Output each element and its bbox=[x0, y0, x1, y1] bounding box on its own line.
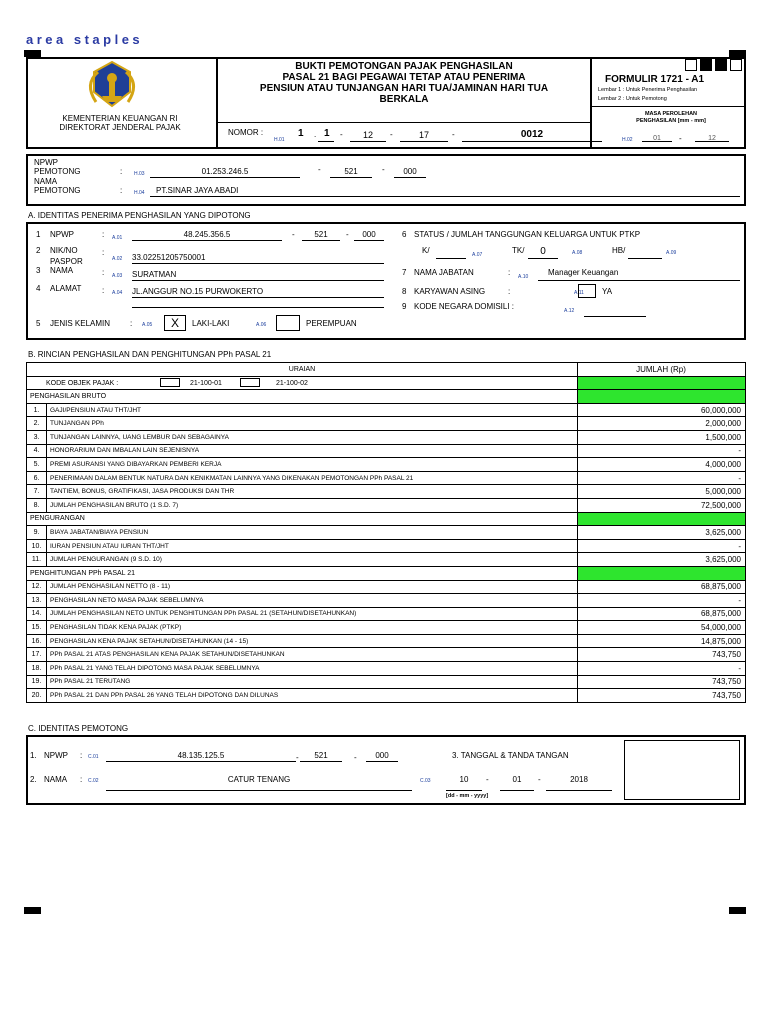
penerima-npwp-3: 000 bbox=[362, 230, 376, 239]
row-number: 16. bbox=[27, 634, 47, 648]
lembar-1: Lembar 1 : Untuk Penerima Penghasilan bbox=[598, 87, 698, 93]
masa-from: 01 bbox=[653, 135, 661, 142]
pemotong-c-npwp-3: 000 bbox=[375, 751, 389, 760]
row-number: 7. bbox=[27, 485, 47, 499]
table-row bbox=[27, 553, 746, 567]
row-description: IURAN PENSIUN ATAU IURAN THT/JHT bbox=[47, 539, 578, 553]
row-amount: 5,000,000 bbox=[578, 485, 746, 499]
table-row bbox=[27, 485, 746, 499]
section-c-title: C. IDENTITAS PEMOTONG bbox=[28, 724, 129, 733]
kode-1-checkbox[interactable] bbox=[160, 378, 180, 387]
row-description: PPh PASAL 21 TERUTANG bbox=[47, 675, 578, 689]
row-amount: 1,500,000 bbox=[578, 430, 746, 444]
kode-2: 21-100-02 bbox=[276, 379, 308, 387]
row-number: 2. bbox=[27, 417, 47, 431]
table-row bbox=[27, 471, 746, 485]
penerima-npwp-2: 521 bbox=[314, 230, 328, 239]
penerima-nama: SURATMAN bbox=[132, 270, 177, 279]
row-description: BIAYA JABATAN/BIAYA PENSIUN bbox=[47, 526, 578, 540]
row-description: HONORARIUM DAN IMBALAN LAIN SEJENISNYA bbox=[47, 444, 578, 458]
table-row bbox=[27, 689, 746, 703]
row-amount: 4,000,000 bbox=[578, 458, 746, 472]
row-description: JUMLAH PENGURANGAN (9 S.D. 10) bbox=[47, 553, 578, 567]
watermark-text: area staples bbox=[26, 32, 144, 47]
row-description: TUNJANGAN LAINNYA, UANG LEMBUR DAN SEBAGAINYA bbox=[47, 430, 578, 444]
nomor-part-3: 12 bbox=[362, 130, 373, 140]
row-amount: 68,875,000 bbox=[578, 607, 746, 621]
kode-2-checkbox[interactable] bbox=[240, 378, 260, 387]
row-amount: 54,000,000 bbox=[578, 621, 746, 635]
table-row bbox=[27, 594, 746, 608]
nomor-part-4: 17 bbox=[418, 130, 429, 140]
row-amount: 60,000,000 bbox=[578, 403, 746, 417]
table-row bbox=[27, 417, 746, 431]
nomor-part-5: 0012 bbox=[520, 129, 544, 140]
group-title: PENGHASILAN BRUTO bbox=[27, 390, 578, 404]
group-header-row bbox=[27, 390, 746, 404]
table-row bbox=[27, 580, 746, 594]
row-description: TANTIEM, BONUS, GRATIFIKASI, JASA PRODUKSI DAN THR bbox=[47, 485, 578, 499]
laki-laki-checkbox[interactable]: X bbox=[164, 315, 186, 331]
pemotong-nama: PT.SINAR JAYA ABADI bbox=[156, 186, 239, 195]
row-number: 1. bbox=[27, 403, 47, 417]
table-row bbox=[27, 444, 746, 458]
karyawan-asing-checkbox[interactable] bbox=[578, 284, 596, 298]
group-title: PENGHITUNGAN PPh PASAL 21 bbox=[27, 566, 578, 580]
row-amount: - bbox=[578, 594, 746, 608]
row-number: 11. bbox=[27, 553, 47, 567]
row-amount: 743,750 bbox=[578, 689, 746, 703]
tanggal-mm: 01 bbox=[512, 775, 522, 784]
row-description: PPh PASAL 21 ATAS PENGHASILAN KENA PAJAK SETAHUN/DISETAHUNKAN bbox=[47, 648, 578, 662]
table-row bbox=[27, 621, 746, 635]
tanggal-format: [dd - mm - yyyy] bbox=[446, 793, 489, 799]
row-description: JUMLAH PENGHASILAN BRUTO (1 S.D. 7) bbox=[47, 498, 578, 512]
corner-marker bbox=[729, 907, 746, 914]
row-amount: 2,000,000 bbox=[578, 417, 746, 431]
tanggal-dd: 10 bbox=[459, 775, 469, 784]
jumlah-header: JUMLAH (Rp) bbox=[578, 363, 746, 377]
table-row bbox=[27, 526, 746, 540]
table-header-row bbox=[27, 363, 746, 377]
row-description: JUMLAH PENGHASILAN NETTO (8 - 11) bbox=[47, 580, 578, 594]
row-number: 19. bbox=[27, 675, 47, 689]
penerima-nik: 33.02251205750001 bbox=[132, 253, 206, 262]
corner-marker bbox=[24, 50, 41, 57]
row-number: 18. bbox=[27, 662, 47, 676]
row-amount: - bbox=[578, 662, 746, 676]
table-row bbox=[27, 634, 746, 648]
kode-objek-row bbox=[27, 376, 746, 390]
penerima-npwp-1: 48.245.356.5 bbox=[183, 230, 231, 239]
pemotong-npwp-3: 000 bbox=[403, 167, 417, 176]
row-amount: 3,625,000 bbox=[578, 526, 746, 540]
row-amount: 72,500,000 bbox=[578, 498, 746, 512]
group-title: PENGURANGAN bbox=[27, 512, 578, 526]
penerima-alamat: JL.ANGGUR NO.15 PURWOKERTO bbox=[132, 287, 264, 296]
table-row bbox=[27, 662, 746, 676]
row-number: 6. bbox=[27, 471, 47, 485]
row-number: 13. bbox=[27, 594, 47, 608]
form-title: BUKTI PEMOTONGAN PAJAK PENGHASILAN PASAL 21 BAGI PEGAWAI TETAP ATAU PENERIMA PENSIUN ATAU TUNJANGAN HARI TUA/JAMINAN HARI TUA BERKALA bbox=[259, 61, 549, 105]
row-amount: 743,750 bbox=[578, 675, 746, 689]
kode-1: 21-100-01 bbox=[190, 379, 222, 387]
pemotong-box bbox=[26, 154, 746, 206]
table-row bbox=[27, 607, 746, 621]
kemenkeu-logo-icon bbox=[78, 58, 146, 110]
row-amount: - bbox=[578, 444, 746, 458]
row-description: PENGHASILAN TIDAK KENA PAJAK (PTKP) bbox=[47, 621, 578, 635]
row-number: 14. bbox=[27, 607, 47, 621]
row-description: TUNJANGAN PPh bbox=[47, 417, 578, 431]
pemotong-npwp-1: 01.253.246.5 bbox=[201, 167, 249, 176]
row-description: PREMI ASURANSI YANG DIBAYARKAN PEMBERI KERJA bbox=[47, 458, 578, 472]
nomor-label: NOMOR : bbox=[228, 128, 264, 137]
section-b-title: B. RINCIAN PENGHASILAN DAN PENGHITUNGAN PPh PASAL 21 bbox=[28, 350, 272, 359]
row-number: 4. bbox=[27, 444, 47, 458]
kode-objek-label: KODE OBJEK PAJAK : bbox=[46, 379, 119, 387]
row-number: 17. bbox=[27, 648, 47, 662]
row-amount: - bbox=[578, 471, 746, 485]
tk-value: 0 bbox=[540, 246, 546, 257]
row-number: 20. bbox=[27, 689, 47, 703]
table-row bbox=[27, 430, 746, 444]
row-number: 9. bbox=[27, 526, 47, 540]
row-amount: - bbox=[578, 539, 746, 553]
rincian-table bbox=[26, 362, 746, 703]
row-description: GAJI/PENSIUN ATAU THT/JHT bbox=[47, 403, 578, 417]
group-header-row bbox=[27, 566, 746, 580]
row-description: PPh PASAL 21 DAN PPh PASAL 26 YANG TELAH DIPOTONG DAN DILUNAS bbox=[47, 689, 578, 703]
row-description: PENGHASILAN KENA PAJAK SETAHUN/DISETAHUNKAN (14 - 15) bbox=[47, 634, 578, 648]
row-description: PPh PASAL 21 YANG TELAH DIPOTONG MASA PAJAK SEBELUMNYA bbox=[47, 662, 578, 676]
row-number: 5. bbox=[27, 458, 47, 472]
uraian-header: URAIAN bbox=[27, 363, 578, 377]
pemotong-c-npwp-1: 48.135.125.5 bbox=[177, 751, 225, 760]
group-header-row bbox=[27, 512, 746, 526]
pemotong-c-nama: CATUR TENANG bbox=[227, 775, 291, 784]
row-amount: 743,750 bbox=[578, 648, 746, 662]
row-amount: 14,875,000 bbox=[578, 634, 746, 648]
nomor-part-2: 1 bbox=[324, 128, 330, 139]
corner-marker bbox=[729, 50, 746, 57]
row-number: 3. bbox=[27, 430, 47, 444]
section-a-title: A. IDENTITAS PENERIMA PENGHASILAN YANG DIPOTONG bbox=[28, 211, 251, 220]
corner-marker bbox=[24, 907, 41, 914]
table-row bbox=[27, 403, 746, 417]
row-number: 8. bbox=[27, 498, 47, 512]
table-row bbox=[27, 648, 746, 662]
row-number: 12. bbox=[27, 580, 47, 594]
signature-box[interactable] bbox=[624, 740, 740, 800]
jabatan-value: Manager Keuangan bbox=[548, 268, 619, 277]
tanggal-yyyy: 2018 bbox=[570, 775, 588, 784]
lembar-2: Lembar 2 : Untuk Pemotong bbox=[598, 96, 667, 102]
table-row bbox=[27, 458, 746, 472]
masa-perolehan-label: MASA PEROLEHAN PENGHASILAN [mm - mm] bbox=[636, 111, 706, 124]
pemotong-npwp-2: 521 bbox=[344, 167, 358, 176]
table-row bbox=[27, 539, 746, 553]
table-row bbox=[27, 675, 746, 689]
directorate-name: DIREKTORAT JENDERAL PAJAK bbox=[59, 123, 181, 132]
table-row bbox=[27, 498, 746, 512]
row-description: PENGHASILAN NETO MASA PAJAK SEBELUMNYA bbox=[47, 594, 578, 608]
nomor-part-1: 1 bbox=[298, 128, 304, 139]
row-number: 10. bbox=[27, 539, 47, 553]
form-name: FORMULIR 1721 - A1 bbox=[605, 74, 705, 85]
ministry-name: KEMENTERIAN KEUANGAN RI bbox=[62, 114, 178, 123]
perempuan-checkbox[interactable] bbox=[276, 315, 300, 331]
pemotong-c-npwp-2: 521 bbox=[314, 751, 328, 760]
masa-to: 12 bbox=[708, 135, 716, 142]
row-amount: 68,875,000 bbox=[578, 580, 746, 594]
row-amount: 3,625,000 bbox=[578, 553, 746, 567]
row-description: PENERIMAAN DALAM BENTUK NATURA DAN KENIKMATAN LAINNYA YANG DIKENAKAN PEMOTONGAN PPh PASAL 21 bbox=[47, 471, 578, 485]
row-description: JUMLAH PENGHASILAN NETO UNTUK PENGHITUNGAN PPh PASAL 21 (SETAHUN/DISETAHUNKAN) bbox=[47, 607, 578, 621]
row-number: 15. bbox=[27, 621, 47, 635]
